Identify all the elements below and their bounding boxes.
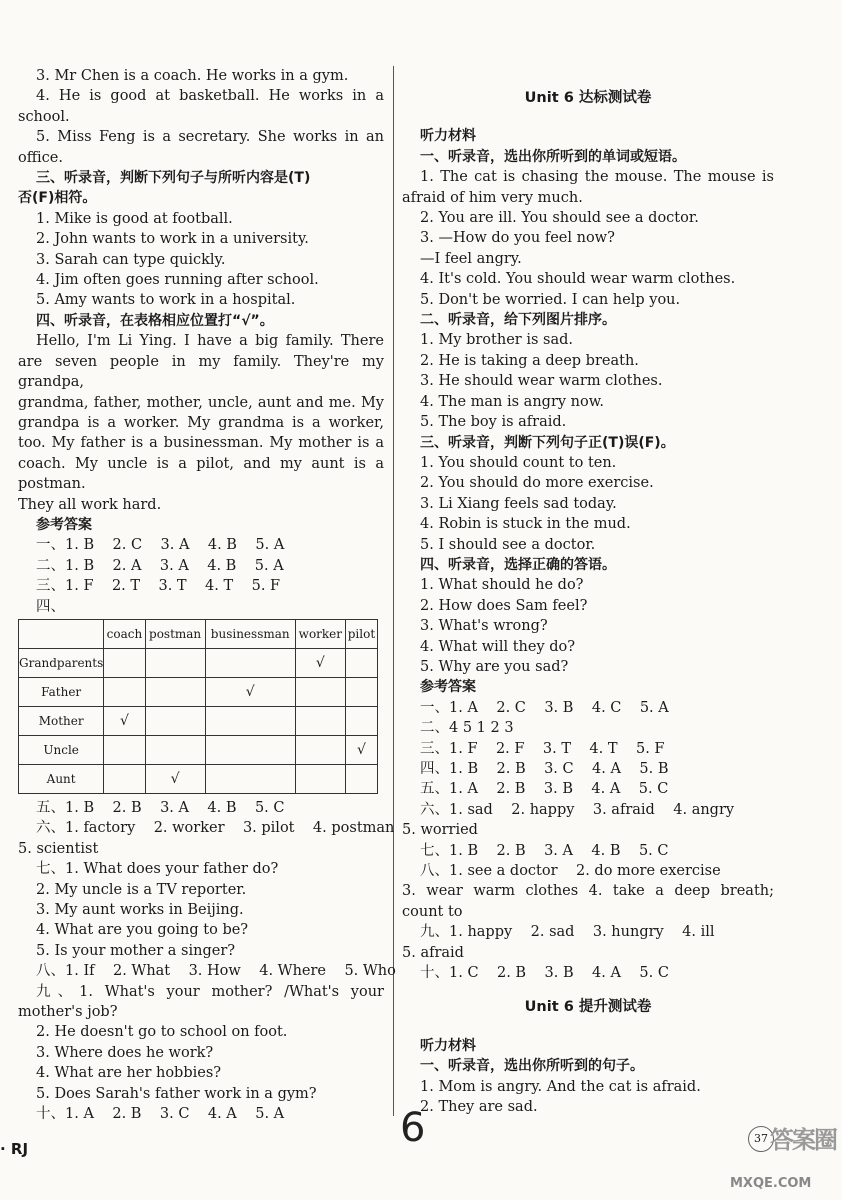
answer-line: 六、1. sad 2. happy 3. afraid 4. angry — [420, 801, 735, 818]
passage-line: Hello, I'm Li Ying. I have a big family. There — [36, 333, 384, 350]
answer-line: 十、1. A 2. B 3. C 4. A 5. A — [36, 1106, 285, 1123]
list-item: 4. Robin is stuck in the mud. — [420, 516, 631, 533]
row-label: Grandparents — [19, 648, 104, 677]
right-column — [402, 66, 774, 1118]
table-cell — [295, 764, 345, 793]
table-cell — [345, 648, 377, 677]
answer-title: 参考答案 — [420, 679, 476, 696]
row-label: Uncle — [19, 735, 104, 764]
table-cell: √ — [104, 706, 145, 735]
answer-line: mother's job? — [18, 1004, 118, 1021]
answer-line: 九、1. happy 2. sad 3. hungry 4. ill — [420, 924, 715, 941]
answer-line: 三、1. F 2. T 3. T 4. T 5. F — [36, 578, 281, 595]
left-column — [18, 66, 396, 1124]
table-cell — [205, 706, 295, 735]
answer-line: 十、1. C 2. B 3. B 4. A 5. C — [420, 965, 669, 982]
answer-line: 2. My uncle is a TV reporter. — [36, 881, 247, 898]
section-title: 一、听录音，选出你所听到的单词或短语。 — [420, 148, 686, 165]
table-cell — [145, 735, 205, 764]
answer-table — [18, 619, 378, 794]
text-line: 4. He is good at basketball. He works in a — [36, 88, 384, 105]
answer-line: 二、4 5 1 2 3 — [420, 720, 514, 737]
text-line: 3. Mr Chen is a coach. He works in a gym. — [36, 68, 349, 84]
passage-line: are seven people in my family. They're my grandpa, — [18, 353, 384, 391]
table-cell — [145, 677, 205, 706]
table-cell — [104, 648, 145, 677]
list-item: 1. You should count to ten. — [420, 454, 617, 471]
section-title: 三、听录音，判断下列句子与所听内容是(T) — [36, 170, 311, 187]
passage-line: They all work hard. — [18, 496, 162, 513]
list-item: 5. Amy wants to work in a hospital. — [36, 292, 296, 309]
table-cell — [205, 648, 295, 677]
table-header-cell: coach — [104, 619, 145, 648]
footer-label: · RJ — [0, 1140, 29, 1158]
list-item: 4. The man is angry now. — [420, 393, 605, 410]
list-item: 1. What should he do? — [420, 577, 584, 594]
answer-line: 3. Where does he work? — [36, 1044, 214, 1061]
text-line: school. — [18, 108, 70, 125]
watermark-logo: 答案圈 — [770, 1126, 836, 1154]
table-row — [19, 735, 378, 764]
list-item: 2. You should do more exercise. — [420, 475, 654, 492]
row-label: Father — [19, 677, 104, 706]
list-item: 2. John wants to work in a university. — [36, 231, 309, 248]
table-row — [19, 706, 378, 735]
list-item: 3. He should wear warm clothes. — [420, 373, 663, 390]
table-cell — [345, 677, 377, 706]
answer-line: 5. worried — [402, 822, 478, 839]
table-row — [19, 764, 378, 793]
table-header-cell: postman — [145, 619, 205, 648]
page-number: 37 — [748, 1126, 774, 1152]
list-item: afraid of him very much. — [402, 189, 583, 206]
answer-line: 二、1. B 2. A 3. A 4. B 5. A — [36, 557, 284, 574]
list-item: 2. He is taking a deep breath. — [420, 352, 639, 369]
table-cell — [104, 764, 145, 793]
list-item: 5. Don't be worried. I can help you. — [420, 291, 681, 308]
answer-line: 5. afraid — [402, 944, 464, 961]
table-row — [19, 648, 378, 677]
answer-line: 5. Is your mother a singer? — [36, 942, 236, 959]
list-item: 4. What will they do? — [420, 638, 576, 655]
list-item: 5. Why are you sad? — [420, 658, 569, 675]
answer-line: 一、1. A 2. C 3. B 4. C 5. A — [420, 699, 669, 716]
table-header-cell: worker — [295, 619, 345, 648]
table-cell — [205, 764, 295, 793]
answer-line: 八、1. If 2. What 3. How 4. Where 5. Who — [36, 963, 396, 980]
list-item: 2. You are ill. You should see a doctor. — [420, 210, 699, 227]
list-item: 2. How does Sam feel? — [420, 597, 588, 614]
passage-line: coach. My uncle is a pilot, and my aunt is a postman. — [18, 455, 384, 493]
answer-line: 七、1. What does your father do? — [36, 861, 279, 878]
answer-line: 五、1. B 2. B 3. A 4. B 5. C — [36, 799, 285, 816]
answer-title: 参考答案 — [36, 516, 92, 533]
list-item: 5. The boy is afraid. — [420, 414, 567, 431]
answer-line: 六、1. factory 2. worker 3. pilot 4. postman — [36, 820, 395, 837]
section-title: 四、听录音，在表格相应位置打“√”。 — [36, 312, 274, 329]
table-cell — [145, 648, 205, 677]
text-line: 5. Miss Feng is a secretary. She works in an — [36, 129, 384, 146]
table-cell — [345, 706, 377, 735]
answer-line: count to — [402, 903, 463, 920]
table-cell — [145, 706, 205, 735]
passage-line: too. My father is a businessman. My mother is a — [18, 435, 384, 452]
table-cell: √ — [295, 648, 345, 677]
answer-line: 一、1. B 2. C 3. A 4. B 5. A — [36, 537, 285, 554]
list-item: 1. Mom is angry. And the cat is afraid. — [420, 1078, 701, 1095]
table-cell — [295, 706, 345, 735]
table-header-cell — [19, 619, 104, 648]
table-row — [19, 677, 378, 706]
list-item: 3. Sarah can type quickly. — [36, 251, 226, 268]
answer-line: 四、1. B 2. B 3. C 4. A 5. B — [420, 761, 669, 777]
list-item: 5. I should see a doctor. — [420, 536, 596, 553]
answer-line: 3. wear warm clothes 4. take a deep breath; — [402, 883, 774, 900]
answer-line: 2. He doesn't go to school on foot. — [36, 1024, 288, 1041]
table-header-row — [19, 619, 378, 648]
text-line: office. — [18, 149, 63, 166]
column-divider — [393, 66, 394, 1116]
answer-line: 五、1. A 2. B 3. B 4. A 5. C — [420, 781, 669, 798]
section-title: 一、听录音，选出你所听到的句子。 — [420, 1058, 644, 1075]
list-item: 4. Jim often goes running after school. — [36, 272, 319, 289]
list-item: 2. They are sad. — [420, 1099, 538, 1116]
unit-heading: Unit 6 提升测试卷 — [524, 999, 652, 1016]
row-label: Aunt — [19, 764, 104, 793]
table-header-cell: businessman — [205, 619, 295, 648]
row-label: Mother — [19, 706, 104, 735]
table-cell: √ — [145, 764, 205, 793]
list-item: 1. Mike is good at football. — [36, 210, 233, 227]
table-cell — [104, 735, 145, 764]
section-title: 三、听录音，判断下列句子正(T)误(F)。 — [420, 434, 675, 451]
handwritten-number: 6 — [400, 1105, 426, 1151]
list-item: 1. My brother is sad. — [420, 332, 573, 349]
table-cell — [104, 677, 145, 706]
unit-heading: Unit 6 达标测试卷 — [524, 90, 652, 106]
answer-line: 三、1. F 2. F 3. T 4. T 5. F — [420, 740, 665, 757]
table-cell — [295, 735, 345, 764]
table-cell: √ — [345, 735, 377, 764]
answer-line: 5. Does Sarah's father work in a gym? — [36, 1085, 317, 1102]
passage-line: grandma, father, mother, uncle, aunt and me. My — [18, 394, 384, 411]
list-item: 3. What's wrong? — [420, 618, 548, 635]
table-cell — [345, 764, 377, 793]
answer-line: 七、1. B 2. B 3. A 4. B 5. C — [420, 842, 669, 859]
answer-line: 3. My aunt works in Beijing. — [36, 902, 244, 918]
table-cell — [205, 735, 295, 764]
watermark-url: MXQE.COM — [730, 1176, 812, 1191]
table-cell — [295, 677, 345, 706]
list-item: 3. —How do you feel now? — [420, 230, 615, 247]
section-title: 听力材料 — [420, 128, 476, 145]
answer-line: 4. What are you going to be? — [36, 922, 249, 939]
section-title: 四、听录音，选择正确的答语。 — [420, 556, 616, 573]
section-title: 听力材料 — [420, 1037, 476, 1054]
list-item: 1. The cat is chasing the mouse. The mouse is — [420, 169, 774, 186]
table-cell: √ — [205, 677, 295, 706]
list-item: 4. It's cold. You should wear warm clothes. — [420, 271, 736, 288]
answer-line: 四、 — [36, 598, 65, 615]
section-title: 二、听录音，给下列图片排序。 — [420, 312, 616, 329]
list-item: 3. Li Xiang feels sad today. — [420, 495, 617, 512]
list-item: —I feel angry. — [420, 250, 522, 267]
table-header-cell: pilot — [345, 619, 377, 648]
section-title: 否(F)相符。 — [18, 190, 97, 207]
passage-line: grandpa is a worker. My grandma is a worker, — [18, 414, 384, 431]
answer-line: 4. What are her hobbies? — [36, 1065, 222, 1082]
answer-line: 5. scientist — [18, 840, 99, 857]
answer-line: 八、1. see a doctor 2. do more exercise — [420, 863, 721, 880]
answer-line: 九、1. What's your mother? /What's your — [36, 983, 384, 1000]
